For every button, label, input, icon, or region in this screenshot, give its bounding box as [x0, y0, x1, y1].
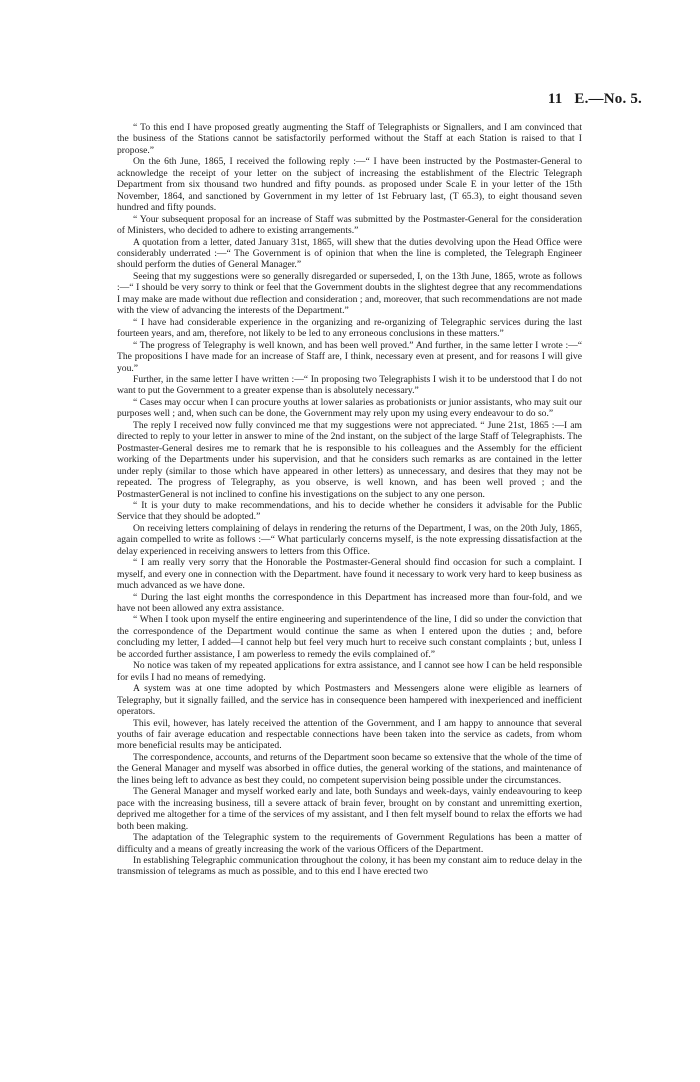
paragraph: Further, in the same letter I have written :—“ In proposing two Telegraphists I wish it to be understood that I do not want to put the Government to a greater expense than is absolutely necessary.”	[117, 373, 582, 397]
paragraph: “ The progress of Telegraphy is well known, and has been well proved.” And further, in the same letter I wrote :—“ The propositions I have made for an increase of Staff are, I think, necessary even at present, and for reasons I will give you.”	[117, 339, 582, 374]
page-number: 11	[547, 91, 563, 107]
paragraph: “ To this end I have proposed greatly augmenting the Staff of Telegraphists or Signallers, and I am convinced that the business of the Stations cannot be satisfactorily performed without the Staff at each Station is raised to that I propose.”	[117, 122, 582, 156]
paragraph: “ When I took upon myself the entire engineering and superintendence of the line, I did so under the conviction that the correspondence of the Department would continue the same as when I entered upon the duties ; and, before concluding my letter, I added—I cannot help but feel very much hurt to receive such constant complaints ; but, unless I be accorded further assistance, I am powerless to remedy the evils complained of.”	[117, 614, 582, 660]
paragraph: “ Cases may occur when I can procure youths at lower salaries as probationists or junior assistants, who may suit our purposes well ; and, when such can be done, the Government may rely upon my using every endeavour to do so.”	[117, 396, 582, 420]
paragraph: “ It is your duty to make recommendations, and his to decide whether he considers it advisable for the Public Service that they should be adopted.”	[117, 499, 582, 523]
page-header	[548, 91, 642, 108]
paragraph: On receiving letters complaining of delays in rendering the returns of the Department, I was, on the 20th July, 1865, again compelled to write as follows :—“ What particularly concerns myself, is the note expressing dissatisfaction at the delay experienced in receiving answers to letters from this Office.	[117, 522, 582, 557]
paragraph: The General Manager and myself worked early and late, both Sundays and week-days, vainly endeavouring to keep pace with the increasing business, till a severe attack of brain fever, brought on by constant and unremitting exertion, deprived me altogether for a time of the services of my assistant, and I then felt myself bound to relax the efforts we had both been making.	[117, 786, 582, 832]
document-reference: E.—No. 5.	[574, 91, 642, 107]
paragraph: “ I have had considerable experience in the organizing and re-organizing of Telegraphic services during the last fourteen years, and am, therefore, not likely to be led to any erroneous conclusions in these matters.”	[117, 316, 582, 340]
paragraph: This evil, however, has lately received the attention of the Government, and I am happy to announce that several youths of fair average education and respectable connections have been taken into the service as cadets, from whom more beneficial results may be anticipated.	[117, 717, 582, 752]
paragraph: On the 6th June, 1865, I received the following reply :—“ I have been instructed by the Postmaster-General to acknowledge the receipt of your letter on the subject of increasing the establishment of the Electric Telegraph Department from six thousand two hundred and fifty pounds. as proposed under Scale E in your letter of the 15th November, 1864, and sanctioned by Government in my letter of 1st February last, (T 65.3), to eight thousand seven hundred and fifty pounds.	[117, 156, 582, 214]
paragraph: “ I am really very sorry that the Honorable the Postmaster-General should find occasion for such a complaint. I myself, and every one in connection with the Department. have found it necessary to work very hard to keep business as much advanced as we have done.	[117, 557, 582, 592]
paragraph: No notice was taken of my repeated applications for extra assistance, and I cannot see how I can be held responsible for evils I had no means of remedying.	[117, 660, 582, 683]
body-text	[117, 122, 582, 878]
paragraph: The correspondence, accounts, and returns of the Department soon became so extensive that the whole of the time of the General Manager and myself was absorbed in office duties, the general working of the stations, and maintenance of the lines being left to advance as best they could, no competent supervision being possible under the circumstances.	[117, 751, 582, 786]
paragraph: “ Your subsequent proposal for an increase of Staff was submitted by the Postmaster-General for the consideration of Ministers, who decided to adhere to existing arrangements.”	[117, 213, 582, 237]
paragraph: The adaptation of the Telegraphic system to the requirements of Government Regulations has been a matter of difficulty and a means of greatly increasing the work of the various Officers of the Department.	[117, 832, 582, 855]
paragraph: Seeing that my suggestions were so generally disregarded or superseded, I, on the 13th June, 1865, wrote as follows :—“ I should be very sorry to think or feel that the Government doubts in the slightest degree that any recommendations I may make are made without due reflection and consideration ; and, moreover, that such recommendations are not made with the view of advancing the interests of the Department.”	[117, 270, 582, 317]
paragraph: In establishing Telegraphic communication throughout the colony, it has been my constant aim to reduce delay in the transmission of telegrams as much as possible, and to this end I have erected two	[117, 855, 582, 878]
paragraph: A system was at one time adopted by which Postmasters and Messengers alone were eligible as learners of Telegraphy, but it signally failled, and the service has in consequence been hampered with inexperienced and inefficient operators.	[117, 683, 582, 718]
paragraph: “ During the last eight months the correspondence in this Department has increased more than four-fold, and we have not been allowed any extra assistance.	[117, 591, 582, 615]
paragraph: A quotation from a letter, dated January 31st, 1865, will shew that the duties devolving upon the Head Office were considerably underrated :—“ The Government is of opinion that when the line is completed, the Telegraph Engineer should perform the duties of General Manager.”	[117, 236, 582, 271]
paragraph: The reply I received now fully convinced me that my suggestions were not appreciated. “ June 21st, 1865 :—I am directed to reply to your letter in answer to mine of the 2nd instant, on the subject of the large Staff of Telegraphists. The Postmaster-General desires me to remark that he is responsible to his colleagues and the Assembly for the efficient working of the Departments under his supervision, and that he considers such remarks as are contained in the letter under reply (similar to those which have appeared in other letters) as unnecessary, and desires that they may not be repeated. The progress of Telegraphy, as you observe, is well known, and has been well proved ; and the PostmasterGeneral is not inclined to confine his investigations on the subject to any one person.	[117, 419, 582, 500]
